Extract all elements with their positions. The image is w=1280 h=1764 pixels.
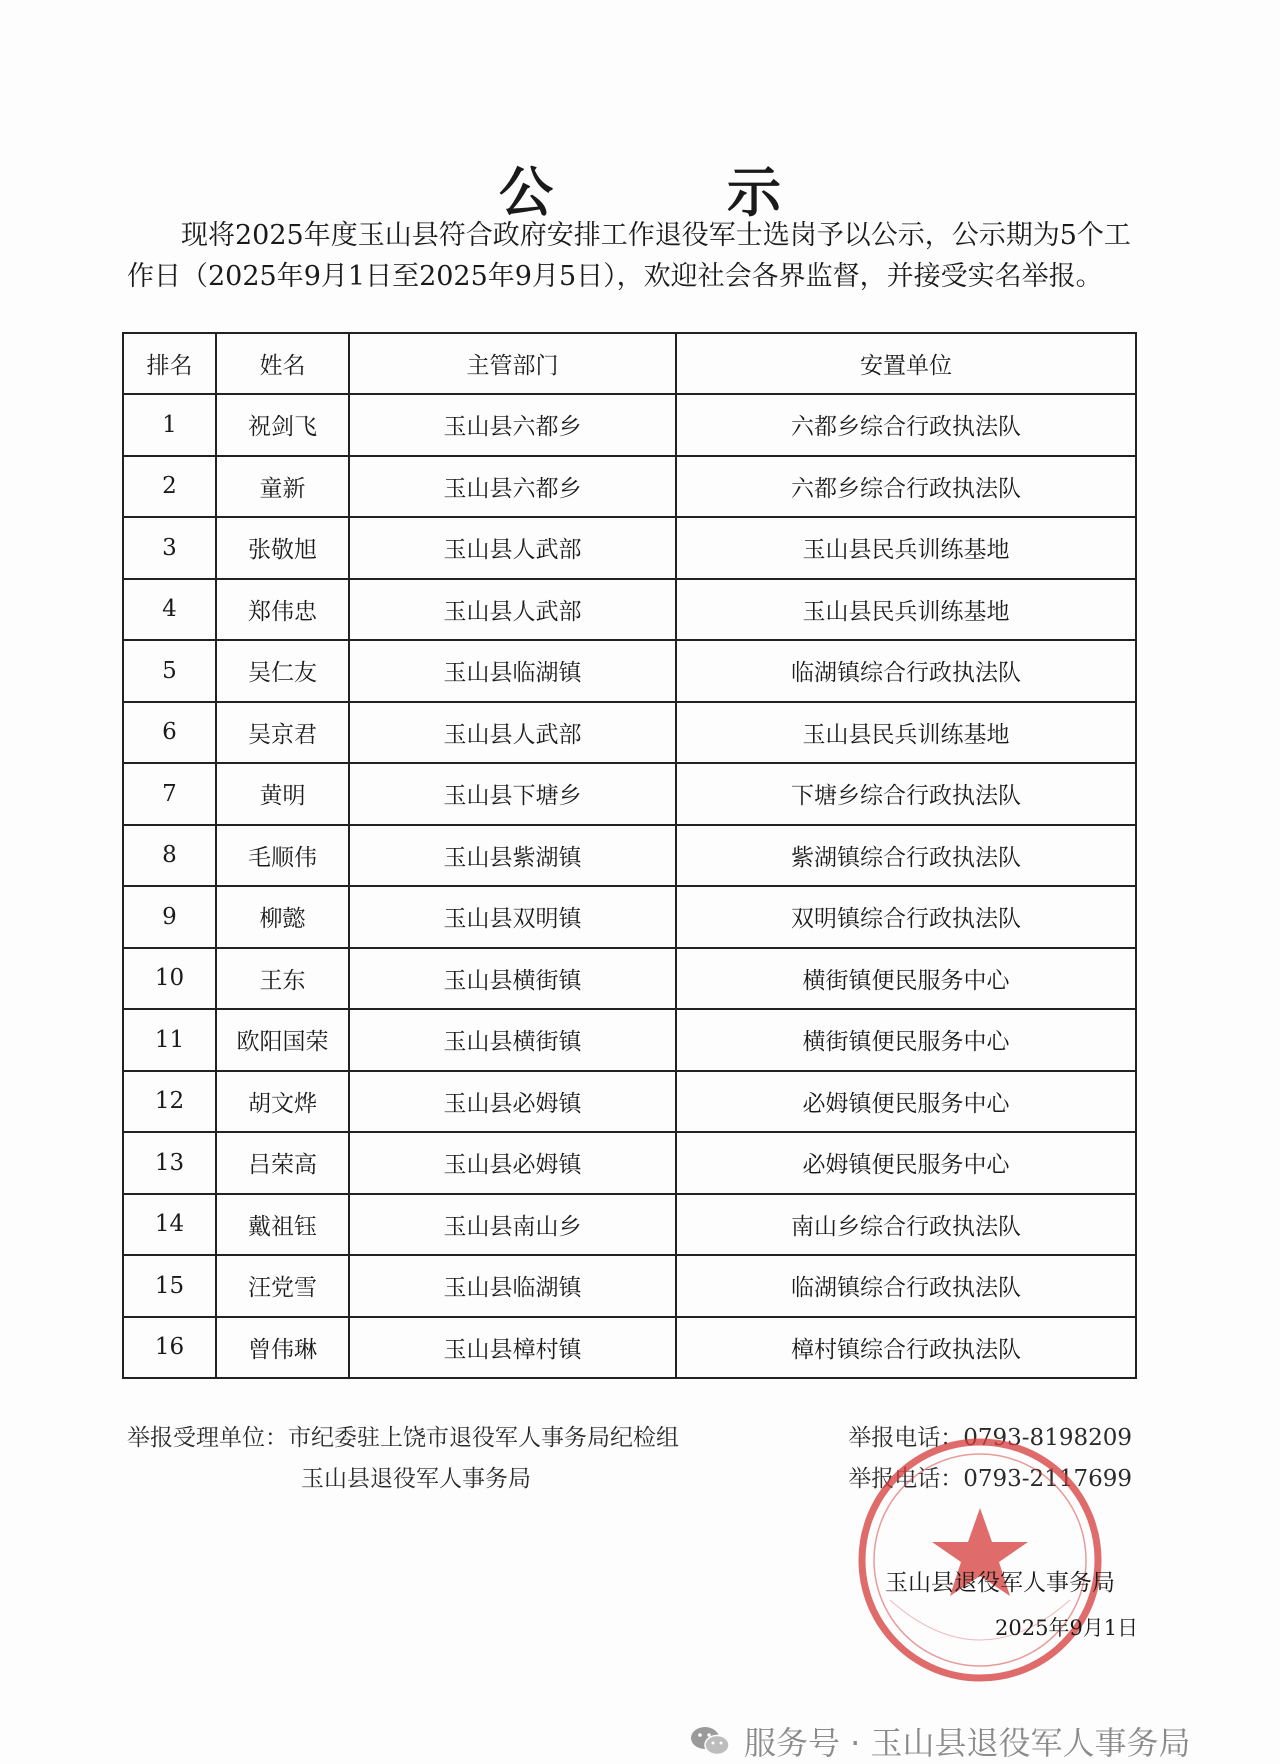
cell-rank: 2: [123, 456, 216, 518]
cell-rank: 14: [123, 1194, 216, 1256]
cell-dept: 玉山县横街镇: [349, 948, 676, 1010]
header-dept: 主管部门: [349, 333, 676, 394]
cell-unit: 樟村镇综合行政执法队: [676, 1317, 1136, 1379]
cell-dept: 玉山县六都乡: [349, 394, 676, 456]
cell-unit: 横街镇便民服务中心: [676, 948, 1136, 1010]
cell-name: 张敬旭: [216, 517, 349, 579]
table-row: [123, 579, 1136, 641]
table-row: [123, 825, 1136, 887]
cell-unit: 横街镇便民服务中心: [676, 1009, 1136, 1071]
table-header-row: [123, 333, 1136, 394]
table-row: [123, 702, 1136, 764]
cell-name: 吕荣高: [216, 1132, 349, 1194]
cell-rank: 6: [123, 702, 216, 764]
cell-dept: 玉山县临湖镇: [349, 640, 676, 702]
header-unit: 安置单位: [676, 333, 1136, 394]
cell-name: 汪党雪: [216, 1255, 349, 1317]
table-row: [123, 1317, 1136, 1379]
cell-rank: 15: [123, 1255, 216, 1317]
cell-dept: 玉山县六都乡: [349, 456, 676, 518]
table-row: [123, 1255, 1136, 1317]
cell-name: 戴祖钰: [216, 1194, 349, 1256]
cell-unit: 玉山县民兵训练基地: [676, 579, 1136, 641]
cell-rank: 8: [123, 825, 216, 887]
cell-dept: 玉山县樟村镇: [349, 1317, 676, 1379]
cell-unit: 双明镇综合行政执法队: [676, 886, 1136, 948]
cell-name: 欧阳国荣: [216, 1009, 349, 1071]
cell-rank: 7: [123, 763, 216, 825]
intro-paragraph: 现将2025年度玉山县符合政府安排工作退役军士选岗予以公示，公示期为5个工作日（2025年9月1日至2025年9月5日），欢迎社会各界监督，并接受实名举报。: [127, 220, 1131, 292]
table-row: [123, 948, 1136, 1010]
table-row: [123, 517, 1136, 579]
table-row: [123, 1132, 1136, 1194]
cell-dept: 玉山县临湖镇: [349, 1255, 676, 1317]
report-unit-2: 玉山县退役军人事务局: [301, 1466, 531, 1492]
cell-name: 胡文烨: [216, 1071, 349, 1133]
cell-unit: 必姆镇便民服务中心: [676, 1071, 1136, 1133]
cell-name: 郑伟忠: [216, 579, 349, 641]
cell-dept: 玉山县人武部: [349, 702, 676, 764]
cell-dept: 玉山县必姆镇: [349, 1132, 676, 1194]
cell-unit: 六都乡综合行政执法队: [676, 394, 1136, 456]
cell-dept: 玉山县横街镇: [349, 1009, 676, 1071]
cell-name: 童新: [216, 456, 349, 518]
cell-dept: 玉山县人武部: [349, 579, 676, 641]
watermark: [690, 1718, 1191, 1764]
cell-name: 祝剑飞: [216, 394, 349, 456]
cell-unit: 南山乡综合行政执法队: [676, 1194, 1136, 1256]
signature-organization: 玉山县退役军人事务局: [885, 1570, 1115, 1596]
cell-dept: 玉山县人武部: [349, 517, 676, 579]
wechat-icon: [690, 1724, 730, 1758]
header-rank: 排名: [123, 333, 216, 394]
page-title: 公 示: [499, 161, 841, 224]
signature-date: 2025年9月1日: [995, 1616, 1139, 1640]
cell-rank: 9: [123, 886, 216, 948]
cell-dept: 玉山县南山乡: [349, 1194, 676, 1256]
roster-table: [122, 332, 1137, 1379]
cell-unit: 必姆镇便民服务中心: [676, 1132, 1136, 1194]
cell-rank: 10: [123, 948, 216, 1010]
cell-rank: 12: [123, 1071, 216, 1133]
table-row: [123, 1071, 1136, 1133]
cell-unit: 下塘乡综合行政执法队: [676, 763, 1136, 825]
report-units: [127, 1418, 679, 1500]
cell-dept: 玉山县双明镇: [349, 886, 676, 948]
cell-name: 曾伟琳: [216, 1317, 349, 1379]
report-phone-1: 举报电话：0793-8198209: [848, 1425, 1132, 1451]
cell-rank: 4: [123, 579, 216, 641]
cell-rank: 16: [123, 1317, 216, 1379]
table-row: [123, 456, 1136, 518]
cell-unit: 紫湖镇综合行政执法队: [676, 825, 1136, 887]
cell-name: 毛顺伟: [216, 825, 349, 887]
watermark-text: 服务号 · 玉山县退役军人事务局: [744, 1724, 1191, 1762]
cell-dept: 玉山县必姆镇: [349, 1071, 676, 1133]
official-seal-icon: [850, 1430, 1110, 1690]
table-row: [123, 886, 1136, 948]
table-row: [123, 1194, 1136, 1256]
table-row: [123, 763, 1136, 825]
cell-unit: 玉山县民兵训练基地: [676, 702, 1136, 764]
cell-rank: 1: [123, 394, 216, 456]
cell-unit: 临湖镇综合行政执法队: [676, 1255, 1136, 1317]
cell-name: 吴仁友: [216, 640, 349, 702]
table-row: [123, 640, 1136, 702]
cell-rank: 5: [123, 640, 216, 702]
cell-rank: 3: [123, 517, 216, 579]
cell-name: 柳懿: [216, 886, 349, 948]
table-row: [123, 1009, 1136, 1071]
header-name: 姓名: [216, 333, 349, 394]
cell-dept: 玉山县下塘乡: [349, 763, 676, 825]
cell-rank: 13: [123, 1132, 216, 1194]
cell-unit: 六都乡综合行政执法队: [676, 456, 1136, 518]
report-phone-2: 举报电话：0793-2117699: [848, 1466, 1132, 1492]
cell-name: 黄明: [216, 763, 349, 825]
cell-rank: 11: [123, 1009, 216, 1071]
cell-dept: 玉山县紫湖镇: [349, 825, 676, 887]
cell-name: 吴京君: [216, 702, 349, 764]
cell-unit: 玉山县民兵训练基地: [676, 517, 1136, 579]
cell-name: 王东: [216, 948, 349, 1010]
table-row: [123, 394, 1136, 456]
report-unit-1: 举报受理单位：市纪委驻上饶市退役军人事务局纪检组: [127, 1425, 679, 1451]
cell-unit: 临湖镇综合行政执法队: [676, 640, 1136, 702]
